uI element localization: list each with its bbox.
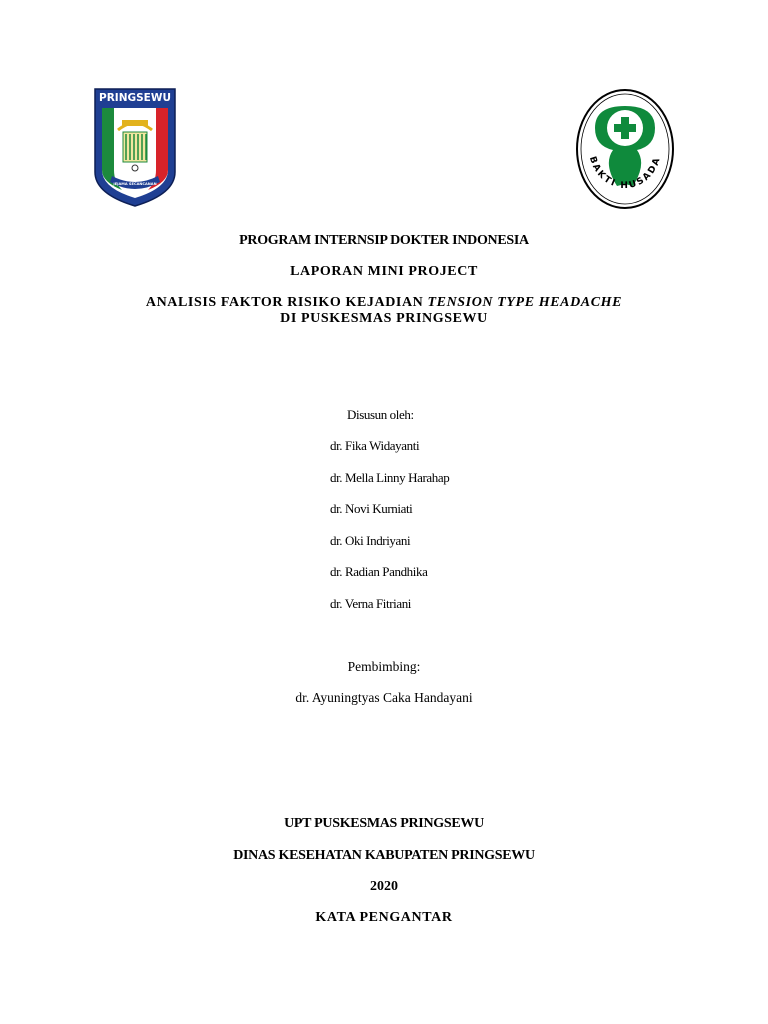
pringsewu-logo [92, 86, 178, 208]
author-name: dr. Verna Fitriani [330, 596, 412, 611]
author-name: dr. Novi Kurniati [330, 501, 413, 516]
author-name: dr. Radian Pandhika [330, 564, 428, 579]
supervisor-name: dr. Ayuningtyas Caka Handayani [295, 690, 473, 705]
author-name: dr. Mella Linny Harahap [330, 470, 450, 485]
section-heading: KATA PENGANTAR [315, 910, 453, 925]
authors-label: Disusun oleh: [347, 407, 414, 422]
bakti-husada-logo [575, 88, 675, 210]
report-title-line2: DI PUSKESMAS PRINGSEWU [280, 311, 488, 326]
program-heading: PROGRAM INTERNSIP DOKTER INDONESIA [239, 233, 529, 248]
report-heading: LAPORAN MINI PROJECT [290, 264, 478, 279]
report-title [0, 295, 768, 311]
report-year: 2020 [370, 879, 398, 894]
supervisor-label: Pembimbing: [347, 659, 421, 674]
department-name: DINAS KESEHATAN KABUPATEN PRINGSEWU [233, 848, 535, 863]
author-name: dr. Oki Indriyani [330, 533, 411, 548]
report-title-prefix: ANALISIS FAKTOR RISIKO KEJADIAN [145, 295, 428, 310]
pringsewu-logo-text: PRINGSEWU [99, 92, 171, 104]
bakti-husada-text: BAKTI HUSADA [586, 155, 664, 192]
pringsewu-ribbon-text: JEJAMA SECANCANAN [113, 182, 157, 186]
institution-name: UPT PUSKESMAS PRINGSEWU [284, 816, 484, 831]
report-title-italic: TENSION TYPE HEADACHE [427, 295, 623, 310]
author-name: dr. Fika Widayanti [330, 438, 420, 453]
